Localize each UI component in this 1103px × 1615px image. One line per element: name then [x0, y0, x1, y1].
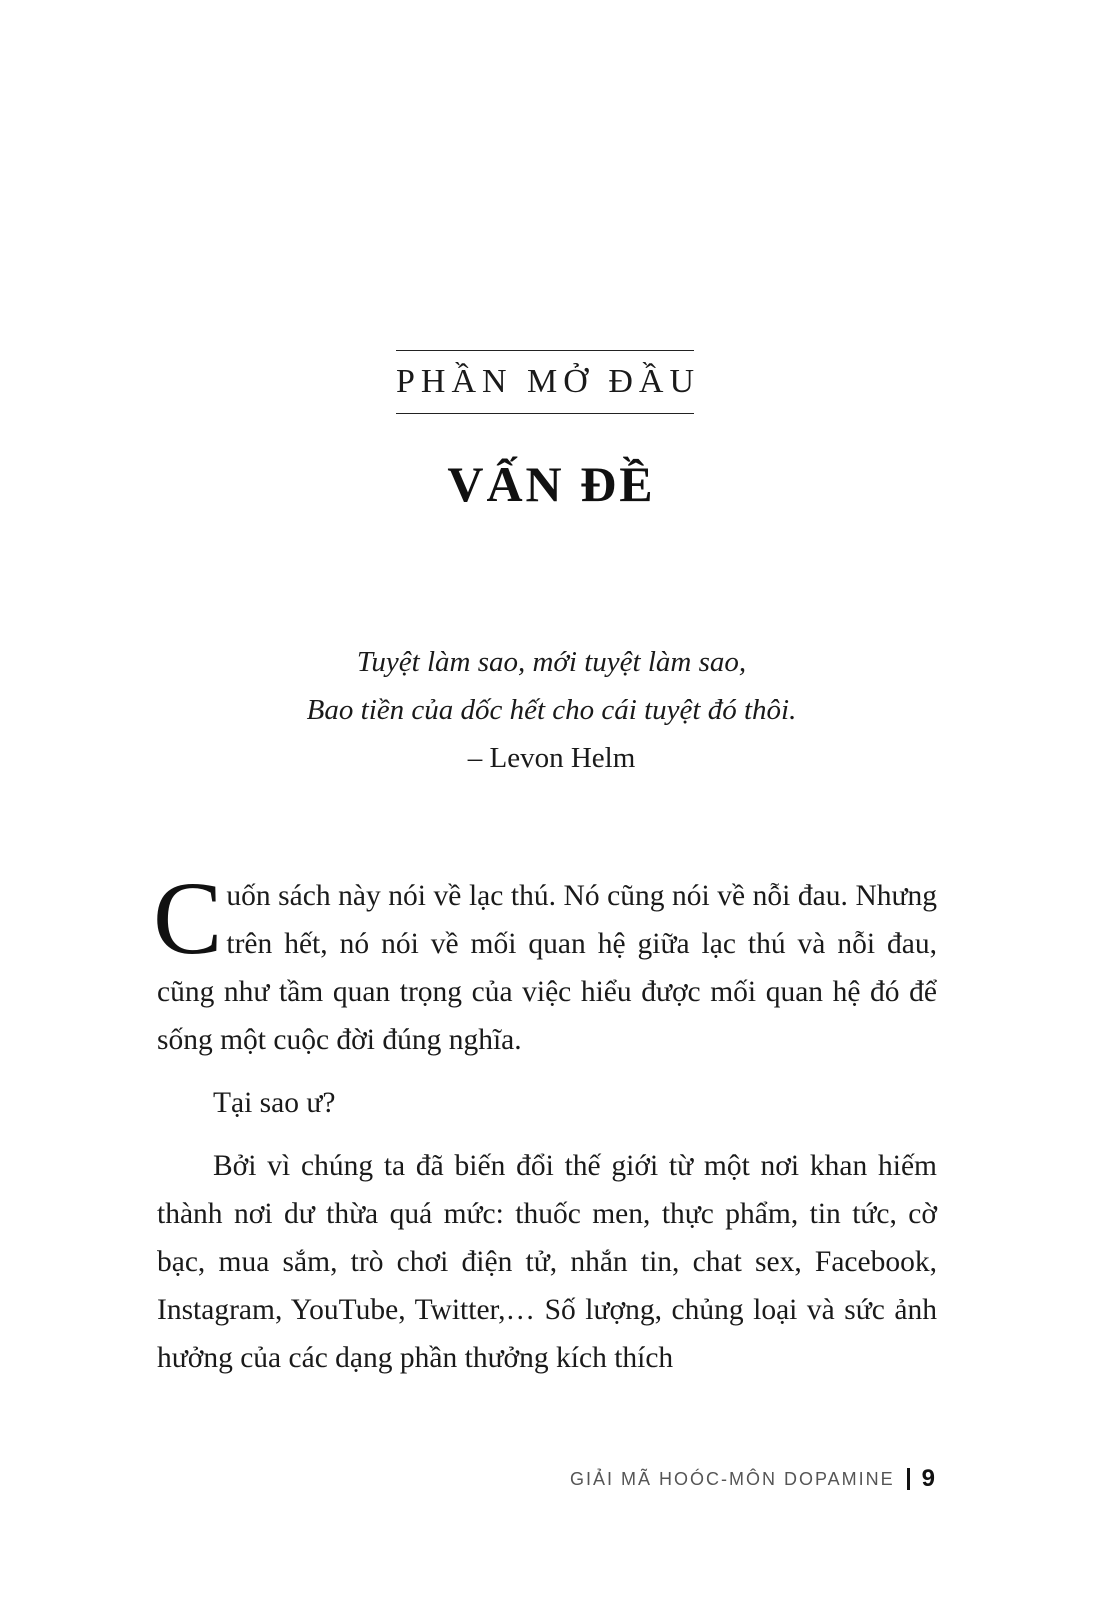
part-heading-text: PHẦN MỞ ĐẦU [395, 363, 701, 400]
footer-book-title: GIẢI MÃ HOÓC-MÔN DOPAMINE [569, 1468, 895, 1489]
paragraph-1 [153, 861, 937, 1064]
chapter-title: VẤN ĐỀ [447, 456, 656, 512]
paragraph-1-text: uốn sách này nói về lạc thú. Nó cũng nói về nỗi đau. Nhưng trên hết, nó nói về mối quan hệ giữa lạc thú và nỗi đau, cũng như tầm quan trọng của việc hiểu được mối quan hệ đó để sống một cuộc đời đúng nghĩa. [157, 880, 937, 1056]
epigraph [0, 638, 1103, 782]
dropcap-letter: C [153, 861, 223, 976]
page-number: 9 [921, 1465, 935, 1492]
epigraph-attribution: – Levon Helm [467, 742, 636, 774]
footer-separator [907, 1468, 910, 1490]
epigraph-line-2: Bao tiền của dốc hết cho cái tuyệt đó thôi. [306, 694, 797, 726]
paragraph-3: Bởi vì chúng ta đã biến đổi thế giới từ một nơi khan hiếm thành nơi dư thừa quá mức: thuốc men, thực phẩm, tin tức, cờ bạc, mua sắm, trò chơi điện tử, nhắn tin, chat sex, Facebook, Instagram, YouTube, Twitter,… Số lượng, chủng loại và sức ảnh hưởng của các dạng phần thưởng kích thích [157, 1150, 937, 1374]
paragraph-2: Tại sao ư? [213, 1087, 336, 1119]
epigraph-line-1: Tuyệt làm sao, mới tuyệt làm sao, [356, 646, 747, 678]
part-heading [395, 350, 701, 414]
body-text [153, 861, 937, 1397]
page-footer [570, 1465, 935, 1493]
